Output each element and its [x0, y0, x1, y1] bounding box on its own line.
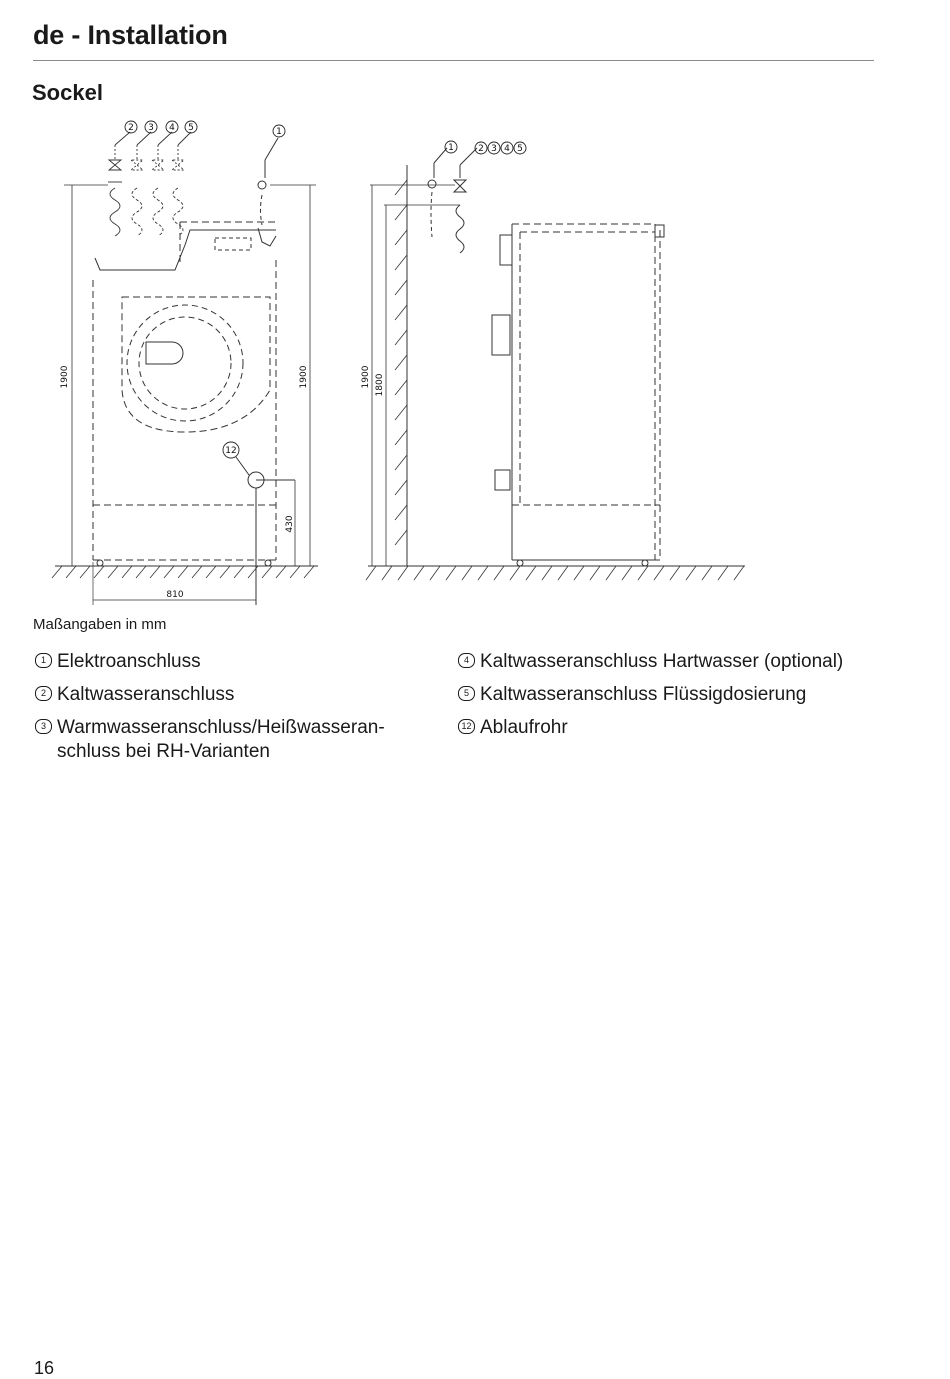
front-dim-plinth: 430: [285, 515, 295, 533]
legend-text: Kaltwasseranschluss: [57, 684, 235, 705]
side-dim-height-inner: 1800: [375, 373, 385, 397]
front-view: [52, 132, 318, 605]
side-callout-2: 2: [478, 144, 484, 154]
front-callout-2: 2: [128, 123, 134, 133]
front-dim-width: 810: [166, 590, 184, 600]
front-dim-height-right: 1900: [299, 365, 309, 389]
legend-number: 12: [458, 719, 475, 734]
front-callout-3: 3: [148, 123, 154, 133]
front-callout-4: 4: [169, 123, 175, 133]
legend-text: Kaltwasseranschluss Flüssigdosierung: [480, 684, 807, 705]
side-view: [366, 148, 745, 580]
page-number: 16: [34, 1358, 55, 1378]
legend-item: [458, 650, 878, 674]
front-dim-height-left: 1900: [60, 365, 70, 389]
legend-text: Kaltwasseranschluss Hartwasser (optional): [480, 651, 844, 672]
side-callout-1: 1: [448, 143, 454, 153]
legend-item: [35, 650, 435, 674]
legend-number: 5: [458, 686, 475, 701]
front-callout-1: 1: [276, 127, 282, 137]
side-callout-5: 5: [517, 144, 523, 154]
legend-item: [35, 683, 435, 707]
legend-number: 4: [458, 653, 475, 668]
legend-text: Warmwasseranschluss/Heißwasseranschluss bei RH-Varianten: [57, 717, 385, 762]
legend-text: Elektroanschluss: [57, 651, 201, 672]
side-callout-4: 4: [504, 144, 510, 154]
page-header-title: de - Installation: [33, 20, 228, 50]
legend-number: 1: [35, 653, 52, 668]
legend-number: 3: [35, 719, 52, 734]
legend-text: Ablaufrohr: [480, 717, 568, 738]
legend-item: [458, 683, 878, 707]
legend-item: [35, 716, 435, 764]
side-dim-height-outer: 1900: [361, 365, 371, 389]
legend-left: [35, 650, 435, 773]
side-callout-3: 3: [491, 144, 497, 154]
section-title: Sockel: [32, 80, 103, 105]
legend-item: [458, 716, 878, 740]
front-callout-5: 5: [188, 123, 194, 133]
units-caption: Maßangaben in mm: [33, 616, 167, 633]
legend-number: 2: [35, 686, 52, 701]
installation-drawing: [0, 0, 950, 620]
legend-right: [458, 650, 878, 749]
front-callout-12: 12: [225, 446, 237, 456]
